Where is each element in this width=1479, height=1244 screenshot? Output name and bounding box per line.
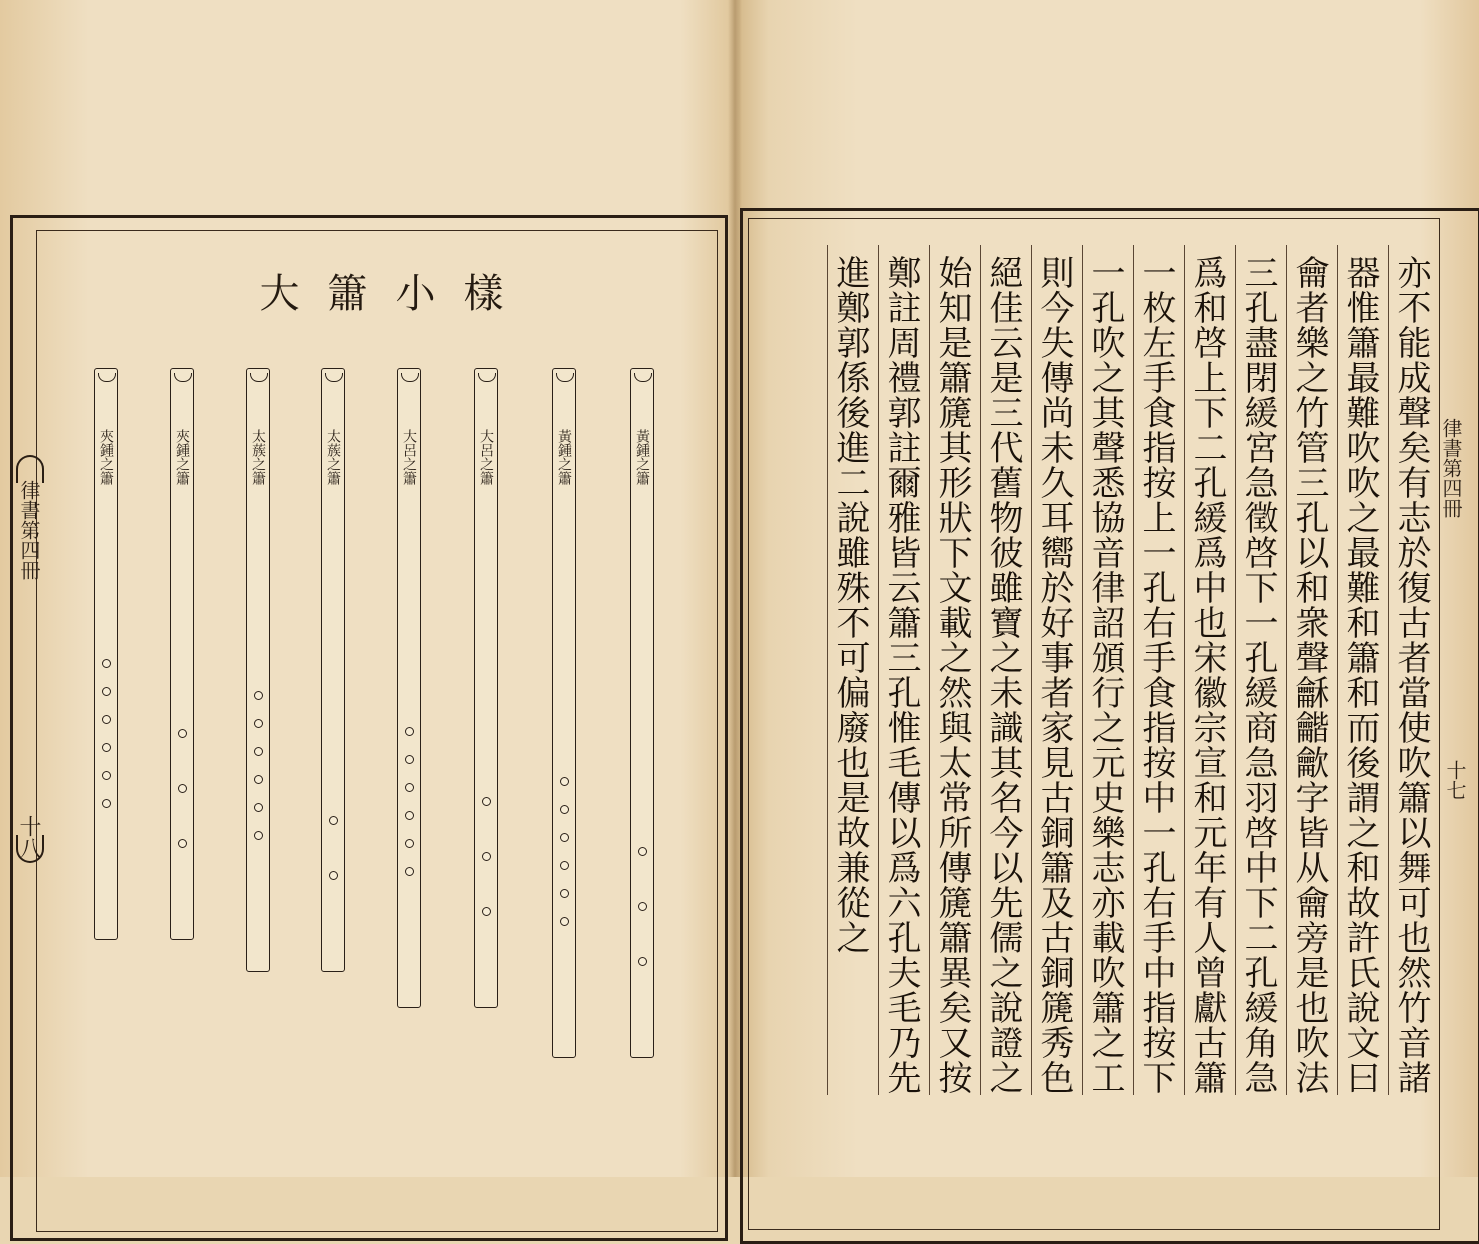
pipe-finger-hole — [102, 715, 111, 724]
pipe-finger-hole — [254, 803, 263, 812]
pipe-finger-hole — [102, 799, 111, 808]
pipe-finger-hole — [178, 839, 187, 848]
pipe-finger-hole — [638, 847, 647, 856]
pipe-finger-hole — [102, 743, 111, 752]
pipe-finger-hole — [329, 871, 338, 880]
pipe-1 — [94, 368, 118, 940]
pipe-finger-hole — [405, 867, 414, 876]
pipe-mouth-notch — [325, 373, 343, 382]
pipe-finger-hole — [405, 755, 414, 764]
pipe-mouth-notch — [98, 373, 116, 382]
pipe-finger-hole — [560, 833, 569, 842]
pipe-finger-hole — [329, 816, 338, 825]
text-column-1 — [1388, 245, 1433, 1095]
right-folio-number: 十七 — [1443, 760, 1467, 800]
pipe-finger-hole — [560, 777, 569, 786]
illustration-title: 大簫小樣 — [259, 271, 532, 317]
pipe-3 — [246, 368, 270, 972]
pipe-mouth-notch — [634, 373, 652, 382]
left-page-inner-frame — [36, 230, 718, 1232]
pipe-label: 大呂之簫 — [401, 429, 417, 485]
pipe-mouth-notch — [556, 373, 574, 382]
pipe-finger-hole — [178, 784, 187, 793]
pipe-label: 太蔟之簫 — [250, 429, 266, 485]
text-column-10 — [929, 245, 974, 1095]
right-margin-title: 律書第四冊 — [1439, 418, 1463, 518]
pipe-4 — [321, 368, 345, 972]
pipe-5 — [397, 368, 421, 1008]
column-text: 一枚左手食指按上一孔右手食指按中一孔右手中指按下 — [1136, 255, 1176, 1095]
text-column-9 — [980, 245, 1025, 1095]
column-text: 絕佳云是三代舊物彼雖寶之未識其名今以先儒之說證之 — [983, 255, 1023, 1095]
text-column-6 — [1133, 245, 1178, 1095]
column-text: 一孔吹之其聲悉協音律詔頒行之元史樂志亦載吹簫之工 — [1085, 255, 1125, 1095]
column-text: 器惟簫最難吹吹之最難和簫和而後謂之和故許氏說文曰 — [1340, 255, 1380, 1095]
pipe-finger-hole — [560, 805, 569, 814]
pipe-2 — [170, 368, 194, 940]
pipe-finger-hole — [102, 687, 111, 696]
pipe-finger-hole — [560, 889, 569, 898]
pipe-finger-hole — [638, 957, 647, 966]
pipe-finger-hole — [405, 727, 414, 736]
fishtail-mark-top-left — [16, 455, 44, 483]
fishtail-mark-bottom-left — [16, 835, 44, 863]
pipe-finger-hole — [638, 902, 647, 911]
column-text: 始知是簫篪其形狀下文載之然與太常所傳篪簫異矣又按 — [932, 255, 972, 1095]
pipe-finger-hole — [254, 747, 263, 756]
pipe-finger-hole — [482, 797, 491, 806]
pipe-label: 夾鍾之簫 — [174, 429, 190, 485]
pipe-finger-hole — [482, 907, 491, 916]
pipe-label: 太蔟之簫 — [325, 429, 341, 485]
column-text: 則今失傳尚未久耳嚮於好事者家見古銅簫及古銅篪秀色 — [1034, 255, 1074, 1095]
column-text: 亦不能成聲矣有志於復古者當使吹簫以舞可也然竹音諸 — [1391, 255, 1431, 1095]
pipe-label: 夾鍾之簫 — [98, 429, 114, 485]
pipe-label: 黃鍾之簫 — [634, 429, 650, 485]
pipe-finger-hole — [254, 775, 263, 784]
pipe-finger-hole — [254, 831, 263, 840]
text-column-3 — [1286, 245, 1331, 1095]
column-text: 三孔盡閉緩宮急徵啓下一孔緩商急羽啓中下二孔緩角急 — [1238, 255, 1278, 1095]
pipe-8 — [630, 368, 654, 1058]
text-column-2 — [1337, 245, 1382, 1095]
pipe-mouth-notch — [478, 373, 496, 382]
text-column-4 — [1235, 245, 1280, 1095]
text-column-8 — [1031, 245, 1076, 1095]
text-column-11 — [878, 245, 923, 1095]
pipe-label: 黃鍾之簫 — [556, 429, 572, 485]
pipe-finger-hole — [482, 852, 491, 861]
text-column-7 — [1082, 245, 1127, 1095]
pipe-finger-hole — [254, 719, 263, 728]
column-text: 進鄭郭係後進二說雖殊不可偏廢也是故兼從之 — [830, 255, 870, 955]
pipe-7 — [552, 368, 576, 1058]
pipe-finger-hole — [405, 839, 414, 848]
pipe-finger-hole — [560, 861, 569, 870]
pipe-finger-hole — [178, 729, 187, 738]
pipe-finger-hole — [405, 783, 414, 792]
column-text: 鄭註周禮郭註爾雅皆云簫三孔惟毛傳以爲六孔夫毛乃先 — [881, 255, 921, 1095]
pipe-label: 大呂之簫 — [478, 429, 494, 485]
pipe-mouth-notch — [401, 373, 419, 382]
pipe-finger-hole — [405, 811, 414, 820]
pipe-finger-hole — [560, 917, 569, 926]
pipe-6 — [474, 368, 498, 1008]
left-folio-number: 十八 — [16, 815, 41, 859]
pipe-finger-hole — [254, 691, 263, 700]
left-margin-title: 律書第四冊 — [17, 480, 41, 580]
text-column-5 — [1184, 245, 1229, 1095]
pipe-mouth-notch — [250, 373, 268, 382]
column-text: 爲和啓上下二孔緩爲中也宋徽宗宣和元年有人曾獻古簫 — [1187, 255, 1227, 1095]
pipe-finger-hole — [102, 771, 111, 780]
pipe-finger-hole — [102, 659, 111, 668]
column-text: 龠者樂之竹管三孔以和衆聲龢龤龡字皆从龠旁是也吹法 — [1289, 255, 1329, 1095]
text-column-12 — [827, 245, 872, 1095]
pipe-mouth-notch — [174, 373, 192, 382]
